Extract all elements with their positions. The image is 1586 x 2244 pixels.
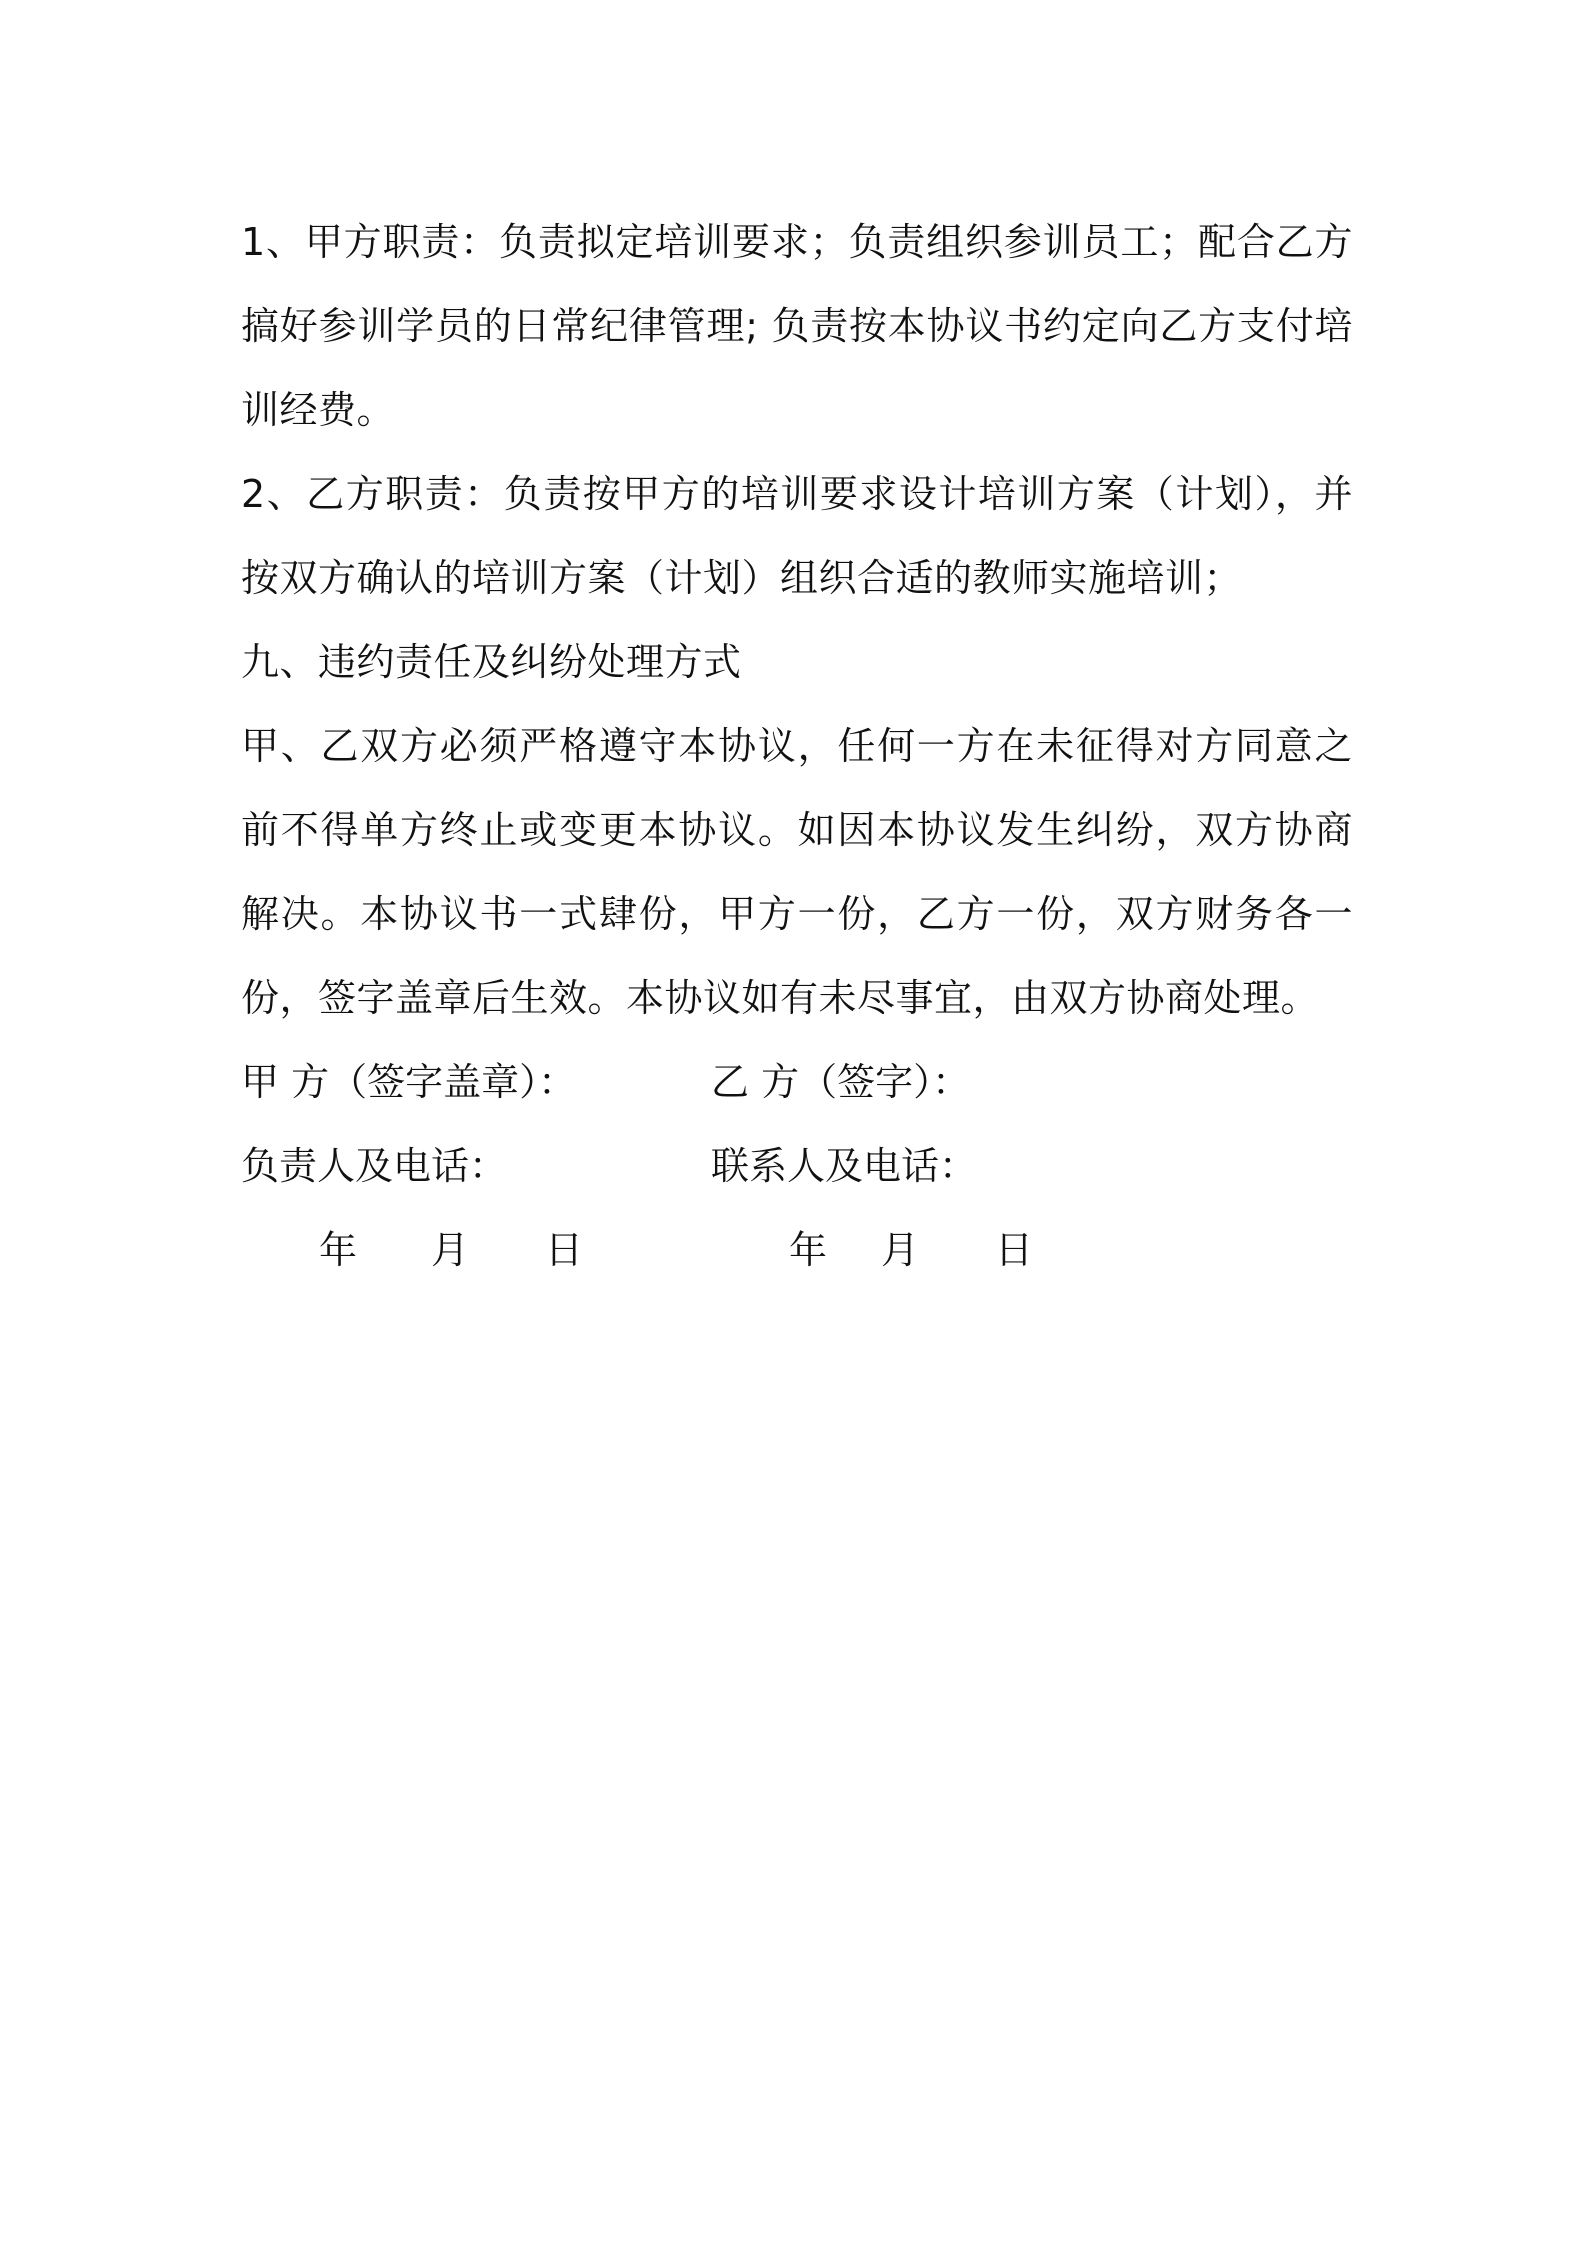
party-a-date-year: 年 — [319, 1228, 358, 1272]
document-body — [241, 200, 1353, 1292]
party-b-date-year: 年 — [789, 1228, 828, 1272]
signature-row — [241, 1040, 1353, 1124]
party-a-contact-label: 负责人及电话： — [241, 1144, 508, 1188]
date-row — [241, 1208, 1353, 1292]
party-a-signature-label: 甲 方（签字盖章）： — [241, 1060, 577, 1104]
section-heading-breach: 九、违约责任及纠纷处理方式 — [241, 640, 742, 684]
clause-party-b-duties: 2、乙方职责：负责按甲方的培训要求设计培训方案（计划），并按双方确认的培训方案（计划）组织合适的教师实施培训； — [241, 472, 1353, 600]
section-body-breach: 甲、乙双方必须严格遵守本协议，任何一方在未征得对方同意之前不得单方终止或变更本协议。如因本协议发生纠纷，双方协商解决。本协议书一式肆份，甲方一份，乙方一份，双方财务各一份，签字盖章后生效。本协议如有未尽事宜，由双方协商处理。 — [241, 724, 1353, 1020]
party-b-date-month: 月 — [881, 1228, 920, 1272]
clause-party-a-duties: 1、甲方职责：负责拟定培训要求；负责组织参训员工；配合乙方搞好参训学员的日常纪律管理; 负责按本协议书约定向乙方支付培训经费。 — [241, 220, 1353, 432]
party-a-date-month: 月 — [431, 1228, 470, 1272]
party-b-date-day: 日 — [995, 1228, 1034, 1272]
party-a-date-day: 日 — [545, 1228, 584, 1272]
party-b-contact-label: 联系人及电话： — [711, 1144, 978, 1188]
contact-row — [241, 1124, 1353, 1208]
party-b-signature-label: 乙 方（签字）： — [711, 1060, 971, 1104]
